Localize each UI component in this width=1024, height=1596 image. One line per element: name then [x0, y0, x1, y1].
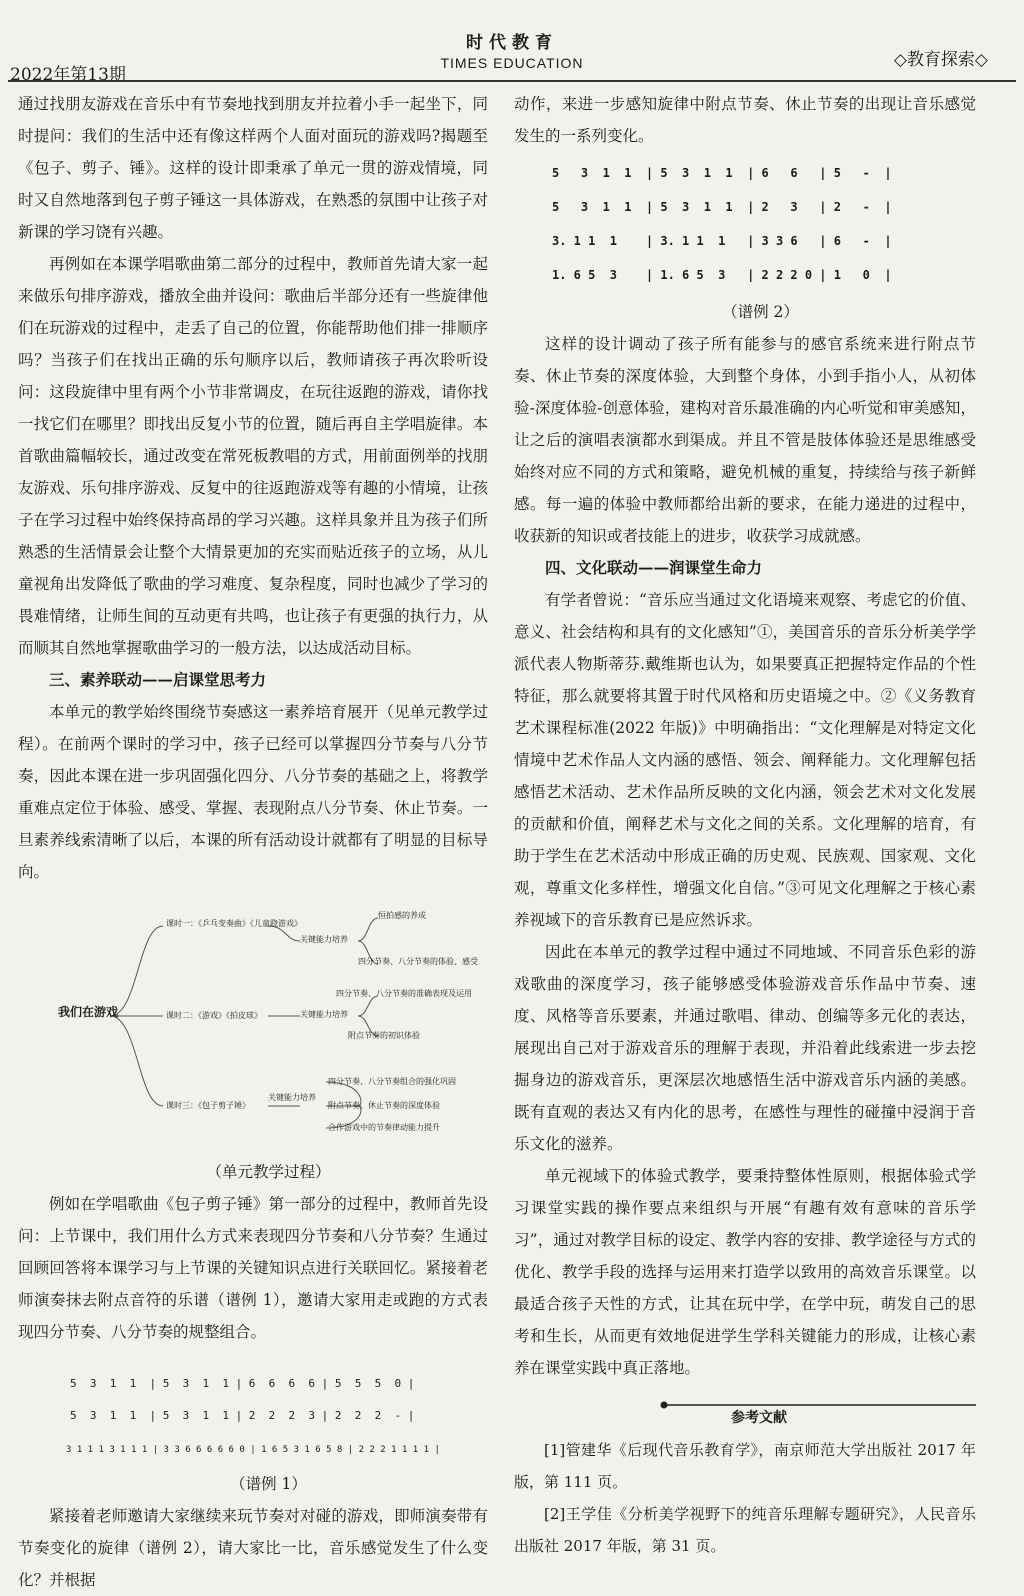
- mind-root: 我们在游戏: [58, 1005, 119, 1019]
- right-column: [514, 88, 976, 1562]
- paragraph: 再例如在本课学唱歌曲第二部分的过程中，教师首先请大家一起来做乐句排序游戏，播放全曲并设问：歌曲后半部分还有一些旋律他们在玩游戏的过程中，走丢了自己的位置，你能帮助他们排一排顺序吗？当孩子们在找出正确的乐句顺序以后，教师请孩子再次聆听设问：这段旋律中里有两个小节非常调皮，在玩往返跑的游戏，请你找一找它们在哪里？即找出反复小节的位置，随后再自主学唱旋律。本首歌曲篇幅较长，通过改变在常死板教唱的方式，用前面例举的找朋友游戏、乐句排序游戏、反复中的往返跑游戏等有趣的小情境，让孩子在学习过程中始终保持高昂的学习兴趣。这样具象并且为孩子们所熟悉的生活情景会让整个大情景更加的充实而贴近孩子的立场，从儿童视角出发降低了歌曲的学习难度、复杂程度，同时也减少了学习的畏难情绪，让师生间的互动更有共鸣，也让孩子有更强的执行力，从而顺其自然地掌握歌曲学习的一般方法，以达成活动目标。: [18, 255, 488, 657]
- mind-leaf: 四分节奏、八分节奏的体验、感受: [358, 957, 478, 966]
- mind-leaf: 四分节奏、八分节奏的准确表现及运用: [336, 989, 472, 998]
- score-line: 1. 6 5 3 | 1. 6 5 3 | 2 2 2 0 | 1 0 |: [552, 268, 892, 282]
- mind-leaf: 合作游戏中的节奏律动能力提升: [328, 1123, 440, 1132]
- figure-caption: （单元教学过程）: [206, 1163, 331, 1181]
- paragraph: 因此在本单元的教学过程中通过不同地域、不同音乐色彩的游戏歌曲的深度学习，孩子能够感受体验游戏音乐作品中节奏、速度、风格等音乐要素，并通过歌唱、律动、创编等多元化的表达，展现出自己对于游戏音乐的理解于表现，并沿着此线索进一步去挖掘身边的游戏音乐，更深层次地感悟生活中游戏音乐内涵的美感。既有直观的表达又有内化的思考，在感性与理性的碰撞中浸润于音乐文化的滋养。: [514, 943, 976, 1153]
- unit-mind-map: [18, 896, 488, 1156]
- reference-item: [1]管建华《后现代音乐教育学》，南京师范大学出版社 2017 年版，第 111 页。: [514, 1441, 976, 1491]
- paragraph: 例如在学唱歌曲《包子剪子锤》第一部分的过程中，教师首先设问：上节课中，我们用什么方式来表现四分节奏和八分节奏？生通过回顾回答将本课学习与上节课的关键知识点进行关联回忆。紧接着老师演奏抹去附点音符的乐谱（谱例 1），邀请大家用走或跑的方式表现四分节奏、八分节奏的规整组合。: [18, 1195, 488, 1341]
- score-line: 3 1 1 1 3 1 1 1 | 3 3 6 6 6 6 6 0 | 1 6 5 3 1 6 5 8 | 2 2 2 1 1 1 1 |: [66, 1445, 440, 1455]
- mind-key-3: 关键能力培养: [268, 1093, 316, 1102]
- references-divider: [514, 1390, 976, 1402]
- divider-line: [514, 1399, 976, 1411]
- mind-leaf: 四分节奏、八分节奏组合的强化巩固: [328, 1077, 456, 1086]
- column-label: ◇教育探索◇: [893, 50, 988, 70]
- mind-key-2: 关键能力培养: [300, 1010, 348, 1019]
- score-example-2: [528, 156, 976, 292]
- journal-title-en: TIMES EDUCATION: [440, 55, 584, 71]
- paragraph: 通过找朋友游戏在音乐中有节奏地找到朋友并拉着小手一起坐下，同时提问：我们的生活中还有像这样两个人面对面玩的游戏吗?揭题至《包子、剪子、锤》。这样的设计即秉承了单元一贯的游戏情境，同时又自然地落到包子剪子锤这一具体游戏，在熟悉的氛围中让孩子对新课的学习饶有兴趣。: [18, 95, 488, 241]
- score-line: 5 3 1 1 | 5 3 1 1 | 2 3 | 2 - |: [552, 200, 892, 214]
- mind-leaf: 恒拍感的养成: [378, 911, 426, 920]
- paragraph: 有学者曾说：“音乐应当通过文化语境来观察、考虑它的价值、意义、社会结构和具有的文化感知”①，美国音乐的音乐分析美学学派代表人物斯蒂芬.戴维斯也认为，如果要真正把握特定作品的个性特征，那么就要将其置于时代风格和历史语境之中。②《义务教育艺术课程标准(2022 年版)》中明确指出：“文化理解是对特定文化情境中艺术作品人文内涵的感悟、领会、阐释能力。文化理解包括感悟艺术活动、艺术作品所反映的文化内涵，领会艺术对文化发展的贡献和价值，阐释艺术与文化之间的关系。文化理解的培育，有助于学生在艺术活动中形成正确的历史观、民族观、国家观、文化观，尊重文化多样性，增强文化自信。”③可见文化理解之于核心素养视域下的音乐教育已是应然诉求。: [514, 591, 976, 929]
- mind-map-lines: [18, 896, 488, 1156]
- section-heading: 四、文化联动——润课堂生命力: [545, 558, 763, 577]
- journal-masthead: [0, 28, 1024, 71]
- paragraph: 单元视域下的体验式教学，要秉持整体性原则，根据体验式学习课堂实践的操作要点来组织与开展“有趣有效有意味的音乐学习”，通过对教学目标的设定、教学内容的安排、教学途径与方式的优化、教学手段的选择与运用来打造学以致用的高效音乐课堂。以最适合孩子天性的方式，让其在玩中学，在学中玩，萌发自己的思考和生长，从而更有效地促进学生学科关键能力的形成，让核心素养在课堂实践中真正落地。: [514, 1167, 976, 1377]
- reference-item: [2]王学佳《分析美学视野下的纯音乐理解专题研究》，人民音乐出版社 2017 年版，第 31 页。: [514, 1505, 976, 1555]
- paragraph: 本单元的教学始终围绕节奏感这一素养培育展开（见单元教学过程）。在前两个课时的学习中，孩子已经可以掌握四分节奏与八分节奏，因此本课在进一步巩固强化四分、八分节奏的基础之上，将教学重难点定位于体验、感受、掌握、表现附点八分节奏、休止节奏。一旦素养线索清晰了以后，本课的所有活动设计就都有了明显的目标导向。: [18, 703, 488, 881]
- header-divider: [8, 80, 1016, 82]
- figure-caption: （谱例 1）: [230, 1475, 307, 1493]
- score-line: 5 3 1 1 | 5 3 1 1 | 2 2 2 3 | 2 2 2 - |: [70, 1409, 415, 1422]
- issue-label: 2022年第13期: [10, 65, 126, 85]
- references-title: 参考文献: [731, 1410, 787, 1426]
- left-column: [18, 88, 488, 1596]
- section-heading: 三、素养联动——启课堂思考力: [49, 670, 267, 689]
- score-line: 5 3 1 1 | 5 3 1 1 | 6 6 | 5 - |: [552, 166, 892, 180]
- journal-title-cn: 时代教育: [466, 33, 558, 53]
- figure-caption: （谱例 2）: [722, 303, 799, 321]
- mind-leaf: 附点节奏的初识体验: [348, 1031, 420, 1040]
- score-line: 5 3 1 1 | 5 3 1 1 | 6 6 6 6 | 5 5 5 0 |: [70, 1377, 415, 1390]
- score-example-1: [48, 1368, 488, 1468]
- mind-lesson-2: 课时二：《游戏》《拍皮球》: [166, 1011, 262, 1020]
- paragraph: 紧接着老师邀请大家继续来玩节奏对对碰的游戏，即师演奏带有节奏变化的旋律（谱例 2），请大家比一比，音乐感觉发生了什么变化？并根据: [18, 1507, 488, 1589]
- mind-key-1: 关键能力培养: [300, 935, 348, 944]
- mind-lesson-1: 课时一：《乒乓变奏曲》《儿童跷游戏》: [166, 919, 302, 928]
- paragraph: 这样的设计调动了孩子所有能参与的感官系统来进行附点节奏、休止节奏的深度体验，大到整个身体，小到手指小人，从初体验-深度体验-创意体验，建构对音乐最准确的内心听觉和审美感知，让之后的演唱表演都水到渠成。并且不管是肢体体验还是思维感受始终对应不同的方式和策略，避免机械的重复，持续给与孩子新鲜感。每一遍的体验中教师都给出新的要求，在能力递进的过程中，收获新的知识或者技能上的进步，收获学习成就感。: [514, 335, 976, 545]
- mind-leaf: 附点节奏、休止节奏的深度体验: [328, 1101, 440, 1110]
- mind-lesson-3: 课时三：《包子剪子锤》: [166, 1101, 250, 1110]
- paragraph: 动作，来进一步感知旋律中附点节奏、休止节奏的出现让音乐感觉发生的一系列变化。: [514, 95, 976, 145]
- score-line: 3. 1 1 1 | 3. 1 1 1 | 3 3 6 | 6 - |: [552, 234, 892, 248]
